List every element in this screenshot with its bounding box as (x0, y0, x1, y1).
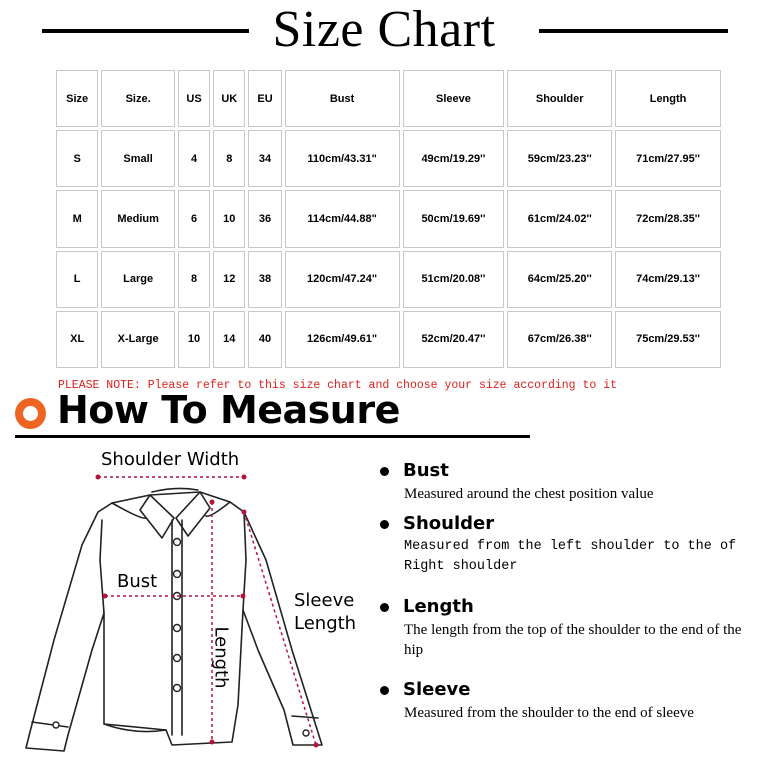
table-cell: 14 (213, 311, 245, 368)
bullet-dot-icon (380, 467, 389, 476)
table-cell: 72cm/28.35'' (615, 190, 721, 247)
table-cell: 64cm/25.20'' (507, 251, 612, 308)
sleeve-length-label-line2: Length (294, 613, 357, 634)
table-header-cell: Sleeve (403, 70, 505, 127)
bullet-ring-icon (15, 398, 46, 429)
table-row (56, 311, 721, 368)
table-cell: 8 (213, 130, 245, 187)
table-cell: 34 (248, 130, 281, 187)
table-cell: 126cm/49.61" (285, 311, 400, 368)
table-cell: 74cm/29.13'' (615, 251, 721, 308)
table-cell: 10 (178, 311, 210, 368)
shoulder-width-label: Shoulder Width (101, 449, 240, 470)
table-cell: 59cm/23.23'' (507, 130, 612, 187)
how-to-measure-title: How To Measure (57, 388, 400, 432)
page-title: Size Chart (272, 1, 496, 58)
table-cell: S (56, 130, 98, 187)
measure-item-title: Length (403, 596, 474, 617)
bust-label: Bust (117, 571, 158, 592)
measure-item-desc: The length from the top of the shoulder to the end of the hip (404, 622, 742, 658)
measure-item-title: Shoulder (403, 513, 495, 534)
measure-item-title: Bust (403, 460, 449, 481)
sleeve-length-label-line1: Sleeve (294, 590, 355, 611)
table-row (56, 251, 721, 308)
measure-item-desc: Measured from the shoulder to the end of sleeve (404, 705, 694, 721)
table-cell: 51cm/20.08'' (403, 251, 505, 308)
table-cell: 10 (213, 190, 245, 247)
table-cell: 71cm/27.95'' (615, 130, 721, 187)
length-label: Length (210, 626, 232, 689)
table-cell: 52cm/20.47'' (403, 311, 505, 368)
table-cell: Medium (101, 190, 175, 247)
table-cell: 4 (178, 130, 210, 187)
measure-item-title: Sleeve (403, 679, 471, 700)
table-header-cell: Size. (101, 70, 175, 127)
size-note: PLEASE NOTE: Please refer to this size chart and choose your size according to it (58, 379, 617, 392)
table-row (56, 130, 721, 187)
table-cell: 110cm/43.31" (285, 130, 400, 187)
bullet-dot-icon (380, 603, 389, 612)
table-cell: 12 (213, 251, 245, 308)
table-header-cell: Length (615, 70, 721, 127)
table-cell: 114cm/44.88" (285, 190, 400, 247)
table-cell: 50cm/19.69'' (403, 190, 505, 247)
table-cell: 61cm/24.02'' (507, 190, 612, 247)
table-cell: 38 (248, 251, 281, 308)
table-cell: 36 (248, 190, 281, 247)
table-cell: Large (101, 251, 175, 308)
table-header-cell: UK (213, 70, 245, 127)
table-cell: 67cm/26.38'' (507, 311, 612, 368)
table-row (56, 190, 721, 247)
table-cell: Small (101, 130, 175, 187)
table-header-cell: EU (248, 70, 281, 127)
table-cell: XL (56, 311, 98, 368)
size-chart-table (53, 67, 724, 371)
bullet-dot-icon (380, 520, 389, 529)
measure-item-desc: Measured from the left shoulder to the of Right shoulder (404, 539, 737, 574)
table-header-row (56, 70, 721, 127)
table-cell: 8 (178, 251, 210, 308)
bullet-dot-icon (380, 686, 389, 695)
table-cell: L (56, 251, 98, 308)
table-cell: 40 (248, 311, 281, 368)
table-header-cell: US (178, 70, 210, 127)
section-divider (15, 435, 530, 438)
measure-item-desc: Measured around the chest position value (404, 486, 654, 502)
table-cell: 6 (178, 190, 210, 247)
table-header-cell: Size (56, 70, 98, 127)
table-cell: X-Large (101, 311, 175, 368)
table-header-cell: Shoulder (507, 70, 612, 127)
table-cell: 49cm/19.29'' (403, 130, 505, 187)
table-cell: 120cm/47.24" (285, 251, 400, 308)
table-cell: M (56, 190, 98, 247)
table-cell: 75cm/29.53'' (615, 311, 721, 368)
table-header-cell: Bust (285, 70, 400, 127)
